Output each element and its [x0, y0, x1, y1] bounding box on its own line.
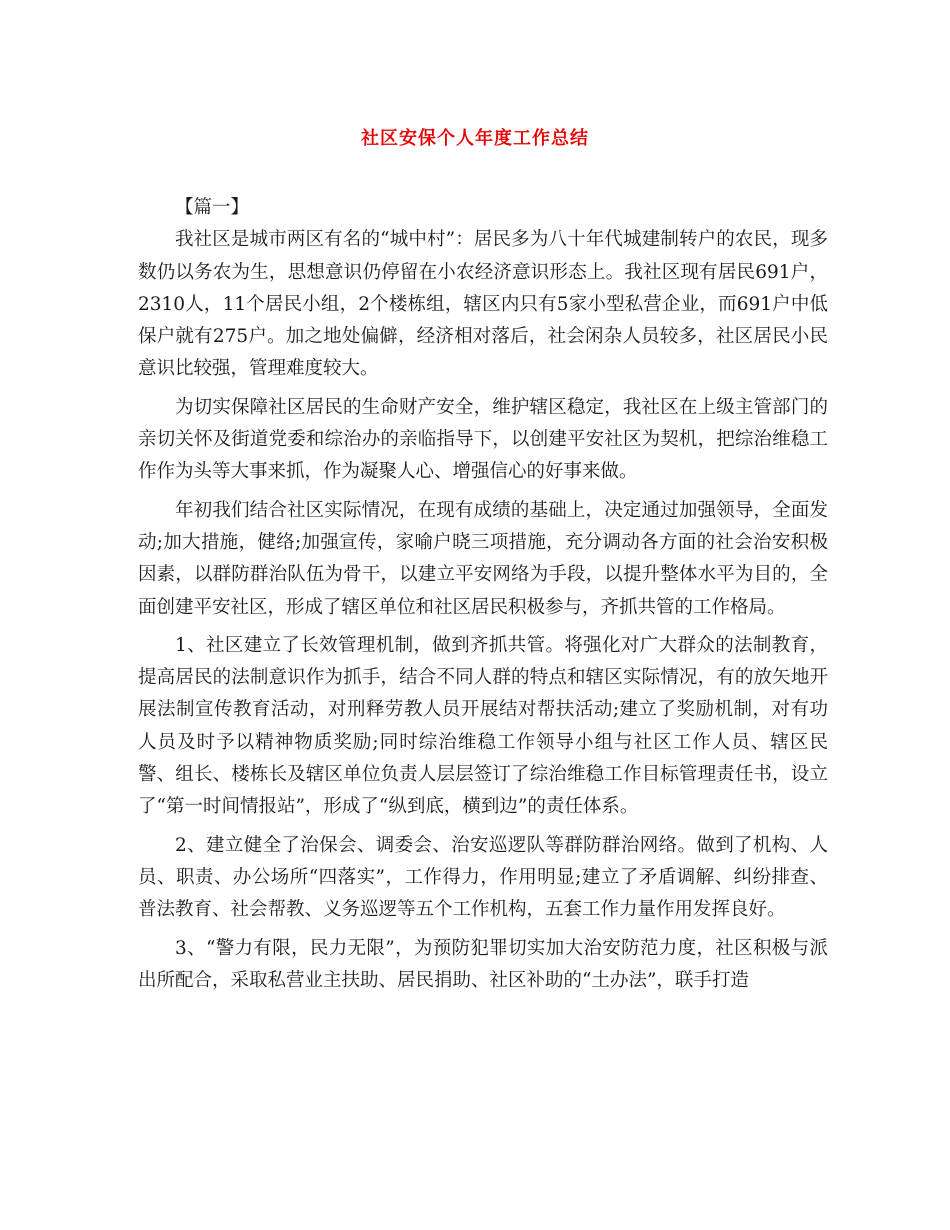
document-body: [138, 192, 828, 1003]
document-title: 社区安保个人年度工作总结: [361, 128, 589, 149]
paragraph-2: 为切实保障社区居民的生命财产安全，维护辖区稳定，我社区在上级主管部门的亲切关怀及街道党委和综治办的亲临指导下，以创建平安社区为契机，把综治维稳工作作为头等大事来抓，作为凝聚人心、增强信心的好事来做。: [138, 396, 828, 483]
paragraph-4: 1、社区建立了长效管理机制，做到齐抓共管。将强化对广大群众的法制教育，提高居民的法制意识作为抓手，结合不同人群的特点和辖区实际情况，有的放矢地开展法制宣传教育活动，对刑释劳教人员开展结对帮扶活动;建立了奖励机制，对有功人员及时予以精神物质奖励;同时综治维稳工作领导小组与社区工作人员、辖区民警、组长、楼栋长及辖区单位负责人层层签订了综治维稳工作目标管理责任书，设立了“第一时间情报站”，形成了“纵到底，横到边”的责任体系。: [138, 634, 828, 818]
section-label: 【篇一】: [175, 197, 250, 218]
paragraph-1: 我社区是城市两区有名的“城中村”：居民多为八十年代城建制转户的农民，现多数仍以务农为生，思想意识仍停留在小农经济意识形态上。我社区现有居民691户，2310人，11个居民小组，2个楼栋组，辖区内只有5家小型私营企业，而691户中低保户就有275户。加之地处偏僻，经济相对落后，社会闲杂人员较多，社区居民小民意识比较强，管理难度较大。: [138, 229, 828, 380]
paragraph-6: 3、“警力有限，民力无限”，为预防犯罪切实加大治安防范力度，社区积极与派出所配合，采取私营业主扶助、居民捐助、社区补助的“土办法”，联手打造: [138, 937, 828, 991]
paragraph-3: 年初我们结合社区实际情况，在现有成绩的基础上，决定通过加强领导，全面发动;加大措施，健络;加强宣传，家喻户晓三项措施，充分调动各方面的社会治安积极因素，以群防群治队伍为骨干，以建立平安网络为手段，以提升整体水平为目的，全面创建平安社区，形成了辖区单位和社区居民积极参与，齐抓共管的工作格局。: [138, 499, 828, 618]
paragraph-5: 2、建立健全了治保会、调委会、治安巡逻队等群防群治网络。做到了机构、人员、职责、办公场所“四落实”，工作得力，作用明显;建立了矛盾调解、纠纷排查、普法教育、社会帮教、义务巡逻等五个工作机构，五套工作力量作用发挥良好。: [138, 834, 828, 921]
